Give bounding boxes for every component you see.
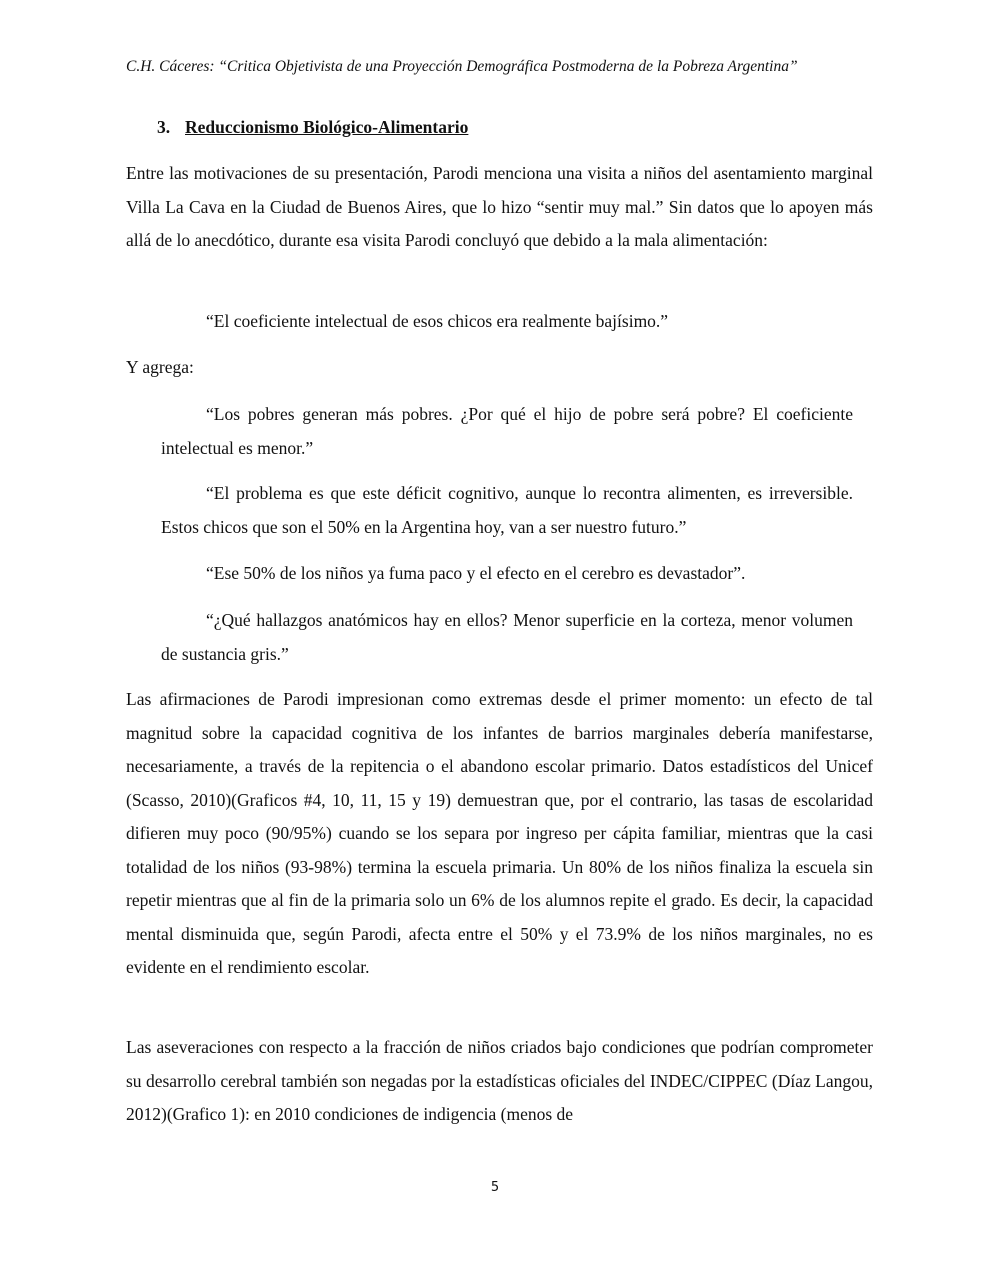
quote-hallazgos: “¿Qué hallazgos anatómicos hay en ellos? Menor superficie en la corteza, menor volumen de sustancia gris.” bbox=[161, 610, 853, 664]
paragraph-afirmaciones: Las afirmaciones de Parodi impresionan como extremas desde el primer momento: un efecto de tal magnitud sobre la capacidad cognitiva de los infantes de barrios marginales debería manifestarse, necesariamente, a través de la repitencia o el abandono escolar primario. Datos estadísticos del Unicef (Scasso, 2010)(Graficos #4, 10, 11, 15 y 19) demuestran que, por el contrario, las tasas de escolaridad difieren muy poco (90/95%) cuando se los separa por ingreso per cápita familiar, mientras que la casi totalidad de los niños (93-98%) termina la escuela primaria. Un 80% de los niños finaliza la escuela sin repetir mientras que al fin de la primaria solo un 6% de los alumnos repite el grado. Es decir, la capacidad mental disminuida que, según Parodi, afecta entre el 50% y el 73.9% de los niños marginales, no es evidente en el rendimiento escolar. bbox=[126, 689, 873, 977]
page-number: 5 bbox=[490, 1180, 500, 1195]
section-heading bbox=[157, 117, 468, 138]
quote-paco: “Ese 50% de los niños ya fuma paco y el efecto en el cerebro es devastador”. bbox=[206, 563, 746, 583]
header-author: C.H. Cáceres: bbox=[126, 58, 215, 75]
quote-pobres: “Los pobres generan más pobres. ¿Por qué el hijo de pobre será pobre? El coeficiente intelectual es menor.” bbox=[161, 404, 853, 458]
paragraph-motivation: Entre las motivaciones de su presentación, Parodi menciona una visita a niños del asentamiento marginal Villa La Cava en la Ciudad de Buenos Aires, que lo hizo “sentir muy mal.” Sin datos que lo apoyen más allá de lo anecdótico, durante esa visita Parodi concluyó que debido a la mala alimentación: bbox=[126, 163, 873, 250]
running-header bbox=[126, 58, 886, 76]
quote-deficit: “El problema es que este déficit cognitivo, aunque lo recontra alimenten, es irreversible. Estos chicos que son el 50% en la Argentina hoy, van a ser nuestro futuro.” bbox=[161, 483, 853, 537]
paragraph-aseveraciones: Las aseveraciones con respecto a la fracción de niños criados bajo condiciones que podrían comprometer su desarrollo cerebral también son negadas por la estadísticas oficiales del INDEC/CIPPEC (Díaz Langou, 2012)(Grafico 1): en 2010 condiciones de indigencia (menos de bbox=[126, 1037, 873, 1124]
header-title: “Critica Objetivista de una Proyección Demográfica Postmoderna de la Pobreza Argentina” bbox=[218, 58, 798, 75]
section-title: Reduccionismo Biológico-Alimentario bbox=[185, 117, 469, 137]
quote-coeficiente: “El coeficiente intelectual de esos chicos era realmente bajísimo.” bbox=[206, 311, 669, 331]
paragraph-y-agrega: Y agrega: bbox=[126, 357, 194, 377]
section-number: 3. bbox=[157, 117, 171, 137]
